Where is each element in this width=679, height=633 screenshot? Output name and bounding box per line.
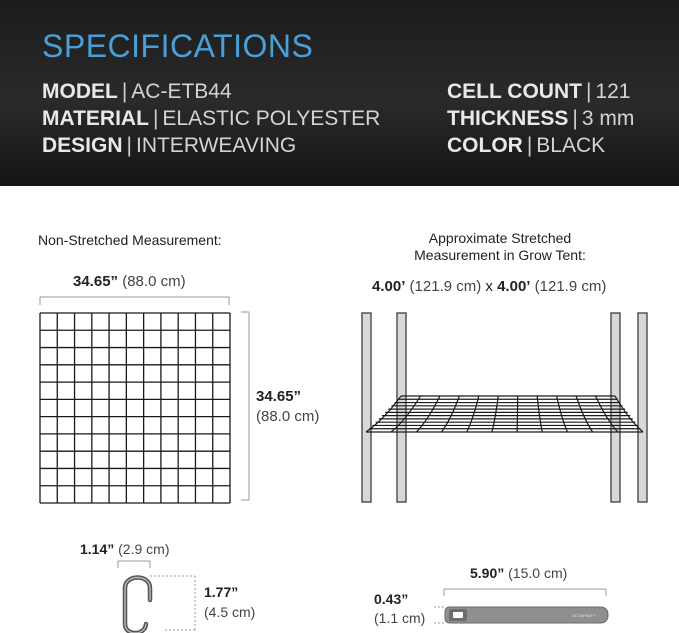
spec-key: DESIGN (42, 134, 123, 157)
flat-width-main: 34.65” (73, 273, 119, 290)
tent-frame (362, 313, 647, 502)
stretched-dim-b-main: 4.00’ (497, 278, 531, 295)
flat-height-metric-label (256, 408, 319, 425)
strap-width-metric: (1.1 cm) (374, 610, 426, 626)
section-title: SPECIFICATIONS (42, 28, 314, 64)
hook-height-line (150, 576, 195, 630)
hook-width-metric: (2.9 cm) (118, 541, 170, 557)
hook-height-main-label (204, 584, 238, 600)
spec-key: MODEL (42, 80, 118, 103)
net-line-depth (492, 396, 498, 432)
flat-height-main-label (256, 388, 301, 405)
net-line-depth (576, 396, 593, 432)
tent-pole (638, 313, 647, 502)
hook-height-main: 1.77” (204, 584, 239, 600)
spec-key: CELL COUNT (447, 80, 582, 103)
strap-brand-text: AC INFINITY (572, 613, 596, 618)
width-dimension-line (40, 297, 229, 305)
strap-width-main-label (374, 591, 408, 607)
strap-width-metric-label (374, 610, 425, 626)
spec-value: 3 mm (581, 107, 635, 130)
strap-slot (453, 612, 463, 618)
stretched-dim-b-metric: (121.9 cm) (534, 278, 607, 295)
spec-separator: | (526, 134, 533, 157)
stretched-dimensions (372, 278, 606, 295)
strap-length-line (444, 589, 606, 596)
velcro-strap (445, 607, 608, 623)
stretched-dim-a-metric: (121.9 cm) (409, 278, 482, 295)
tent-pole (397, 313, 406, 502)
tent-pole (362, 313, 371, 502)
strap-length-metric: (15.0 cm) (508, 565, 568, 581)
spec-value: AC-ETB44 (131, 80, 232, 103)
flat-width-label (73, 273, 186, 290)
hook-width-line (118, 561, 150, 568)
non-stretched-caption: Non-Stretched Measurement: (38, 232, 222, 248)
net-line-depth (467, 396, 479, 432)
hook-height-metric: (4.5 cm) (204, 604, 256, 620)
hook-width-main: 1.14” (80, 541, 115, 557)
s-hook-highlight (125, 578, 150, 633)
stretched-caption-line2: Measurement in Grow Tent: (414, 247, 586, 263)
flat-width-metric: (88.0 cm) (122, 273, 186, 290)
spec-separator: | (121, 80, 128, 103)
stretched-caption-line1: Approximate Stretched (428, 230, 572, 246)
hook-width-label (80, 541, 169, 557)
flat-height-metric: (88.0 cm) (256, 408, 320, 425)
strap-width-main: 0.43” (374, 591, 409, 607)
flat-net-grid (40, 313, 230, 503)
spec-separator: | (572, 107, 578, 130)
spec-separator: | (585, 80, 592, 103)
spec-value: INTERWEAVING (135, 134, 297, 157)
spec-value: 121 (595, 80, 631, 103)
strap-length-label (470, 565, 567, 581)
spec-separator: | (126, 134, 132, 157)
flat-height-main: 34.65” (256, 388, 302, 405)
net-line-depth (442, 396, 460, 432)
spec-value: ELASTIC POLYESTER (162, 107, 381, 130)
spec-separator: | (152, 107, 159, 130)
net-line-depth (537, 396, 542, 432)
spec-key: MATERIAL (42, 107, 149, 130)
stretched-dim-a-main: 4.00’ (372, 278, 406, 295)
net-line-depth (416, 396, 440, 432)
strap-length-main: 5.90” (470, 565, 505, 581)
tent-pole (611, 313, 620, 502)
stretched-dim-x: x (485, 278, 493, 295)
stretched-net (366, 396, 643, 432)
spec-value: BLACK (536, 134, 606, 157)
net-line-depth (517, 396, 518, 432)
spec-key: COLOR (447, 134, 523, 157)
hook-height-metric-label (204, 604, 255, 620)
spec-key: THICKNESS (447, 107, 569, 130)
net-line-depth (557, 396, 568, 432)
strap-width-line (434, 607, 446, 623)
height-dimension-line (241, 312, 249, 500)
